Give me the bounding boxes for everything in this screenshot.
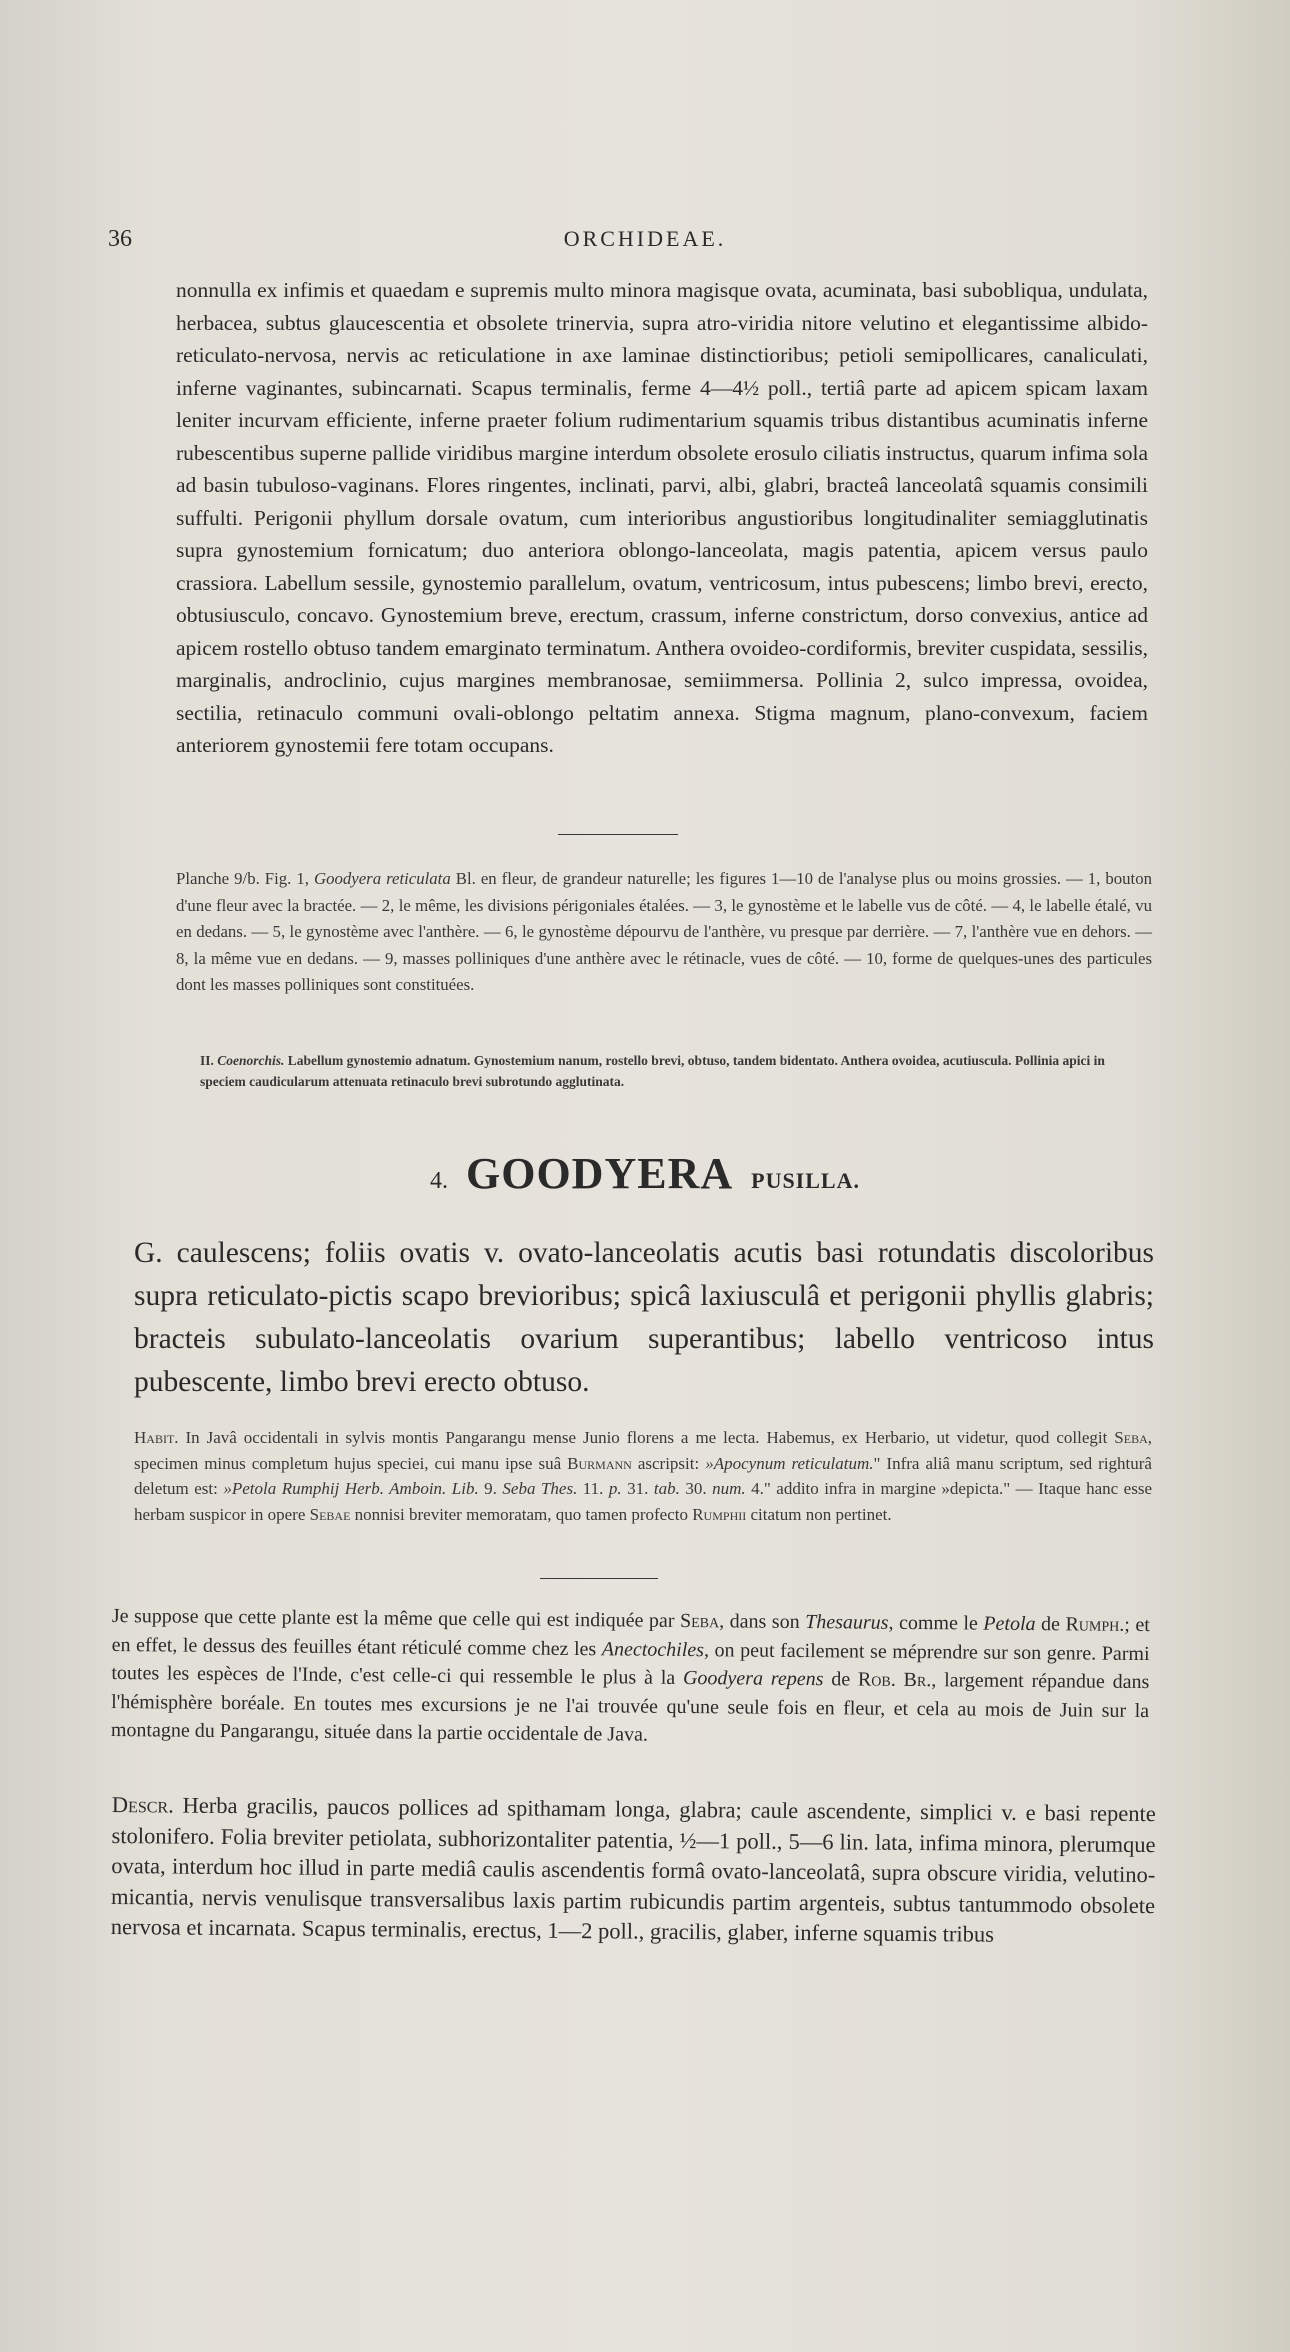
section-divider — [540, 1578, 658, 1579]
species-diagnosis: G. caulescens; foliis ovatis v. ovato-lanceolatis acutis basi rotundatis discoloribus supra reticulato-pictis scapo brevioribus; spicâ laxiusculâ et perigonii phyllis glabris; bracteis subulato-lanceolatis ovarium superantibus; labello ventricoso intus pubescente, limbo brevi erecto obtuso. — [134, 1237, 1154, 1398]
genus-name: GOODYERA — [466, 1149, 734, 1198]
running-title: ORCHIDEAE. — [563, 226, 727, 251]
description-label: Descr. — [111, 1791, 174, 1818]
plate-caption: Planche 9/b. Fig. 1, Goodyera reticulata Bl. en fleur, de grandeur naturelle; les figures 1—10 de l'analyse plus ou moins grossies. — 1, bouton d'une fleur avec la bractée. — 2, le même, les divisions périgoniales étalées. — 3, le gynostème et le labelle vus de côté. — 4, le labelle étalé, vu en dedans. — 5, le gynostème avec l'anthère. — 6, le gynostème dépourvu de l'anthère, vu presque par derrière. — 7, l'anthère vue en dehors. — 8, la même vue en dedans. — 9, masses polliniques d'une anthère avec le rétinacle, vues de côté. — 10, forme de quelques-unes des particules dont les masses polliniques sont constituées. — [176, 869, 1152, 994]
french-commentary: Je suppose que cette plante est la même que celle qui est indiquée par Seba, dans son Thesaurus, comme le Petola de Rumph.; et en effet, le dessus des feuilles étant réticulé comme chez les Anectochiles, on peut facilement se méprendre sur son genre. Parmi toutes les espèces de l'Inde, c'est celle-ci qui ressemble le plus à la Goodyera repens de Rob. Br., largement répandue dans l'hémisphère boréale. En toutes mes excursions je ne l'ai trouvée qu'une seule fois en fleur, et cela au mois de Juin sur la montagne du Pangarangu, située dans la partie occidentale de Java. — [110, 1604, 1150, 1746]
species-description: Descr. Herba gracilis, paucos pollices ad spithamam longa, glabra; caule ascendente, simplici v. e basi repente stolonifero. Folia breviter petiolata, subhorizontaliter patentia, ½—1 poll., 5—6 lin. lata, infima minora, plerumque ovata, interdum hoc illud in parte mediâ caulis ascendentis formâ ovato-lanceolatâ, supra obscure viridia, velutino-micantia, nervis venulisque transversalibus laxis partim rubicundis partim argenteis, subtus tantummodo obsolete nervosa et incarnata. Scapus terminalis, erectus, 1—2 poll., gracilis, glaber, inferne squamis tribus — [110, 1791, 1156, 1947]
subgenus-name: Coenorchis. — [217, 1053, 285, 1068]
species-number: 4. — [430, 1168, 448, 1194]
species-epithet: PUSILLA. — [751, 1168, 860, 1193]
habitat-label: Habit. — [134, 1428, 179, 1447]
caption-species-name: Goodyera reticulata — [313, 869, 451, 888]
habitat-note: Habit. In Javâ occidentali in sylvis montis Pangarangu mense Junio florens a me lecta. Habemus, ex Herbario, ut videtur, quod collegit Seba, specimen minus completum hujus speciei, cui manu ipse suâ Burmann ascripsit: »Apocynum reticulatum." Infra aliâ manu scriptum, sed righturâ deletum est: »Petola Rumphij Herb. Amboin. Lib. 9. Seba Thes. 11. p. 31. tab. 30. num. 4." addito infra in margine »depicta." — Itaque hanc esse herbam suspicor in opere Sebae nonnisi breviter memoratam, quo tamen profecto Rumphii citatum non pertinet. — [134, 1428, 1153, 1524]
description-continued: nonnulla ex infimis et quaedam e supremis multo minora magisque ovata, acuminata, basi subobliqua, undulata, herbacea, subtus glaucescentia et obsolete trinervia, supra atro-viridia nitore velutino et elegantissime albido-reticulato-nervosa, nervis ac reticulatione in axe laminae distinctioribus; petioli semipollicares, canaliculati, inferne vaginantes, subincarnati. Scapus terminalis, ferme 4—4½ poll., tertiâ parte ad apicem spicam laxam leniter incurvam efficiente, inferne praeter folium rudimentarium squamis tribus distantibus acuminatis inferne rubescentibus superne pallide viridibus margine interdum obsolete erosulo ciliatis instructus, quarum infima sola ad basin tubuloso-vaginans. Flores ringentes, inclinati, parvi, albi, glabri, bracteâ lanceolatâ squamis consimili suffulti. Perigonii phyllum dorsale ovatum, cum interioribus angustioribus longitudinaliter semiagglutinatis supra gynostemium fornicatum; duo anteriora oblongo-lanceolata, magis patentia, apicem versus paulo crassiora. Labellum sessile, gynostemio parallelum, ovatum, ventricosum, intus pubescens; limbo brevi, erecto, obtusiusculo, concavo. Gynostemium breve, erectum, crassum, inferne constrictum, dorso convexius, antice ad apicem rostello obtuso tandem emarginato terminatum. Anthera ovoideo-cordiformis, breviter cuspidata, sessilis, marginalis, androclinio, cujus margines membranosae, semiimmersa. Pollinia 2, sulco impressa, ovoidea, sectilia, retinaculo communi ovali-oblongo peltatim annexa. Stigma magnum, plano-convexum, faciem anteriorem gynostemii fere totam occupans. — [176, 278, 1148, 757]
species-heading — [0, 1148, 1290, 1199]
page-number: 36 — [108, 226, 132, 252]
section-divider — [558, 834, 678, 835]
subgenus-note: II. Coenorchis. Labellum gynostemio adnatum. Gynostemium nanum, rostello brevi, obtuso, tandem bidentato. Anthera ovoidea, acutiuscula. Pollinia apici in speciem caudicularum attenuata retinaculo brevi subrotundo agglutinata. — [200, 1053, 1105, 1089]
